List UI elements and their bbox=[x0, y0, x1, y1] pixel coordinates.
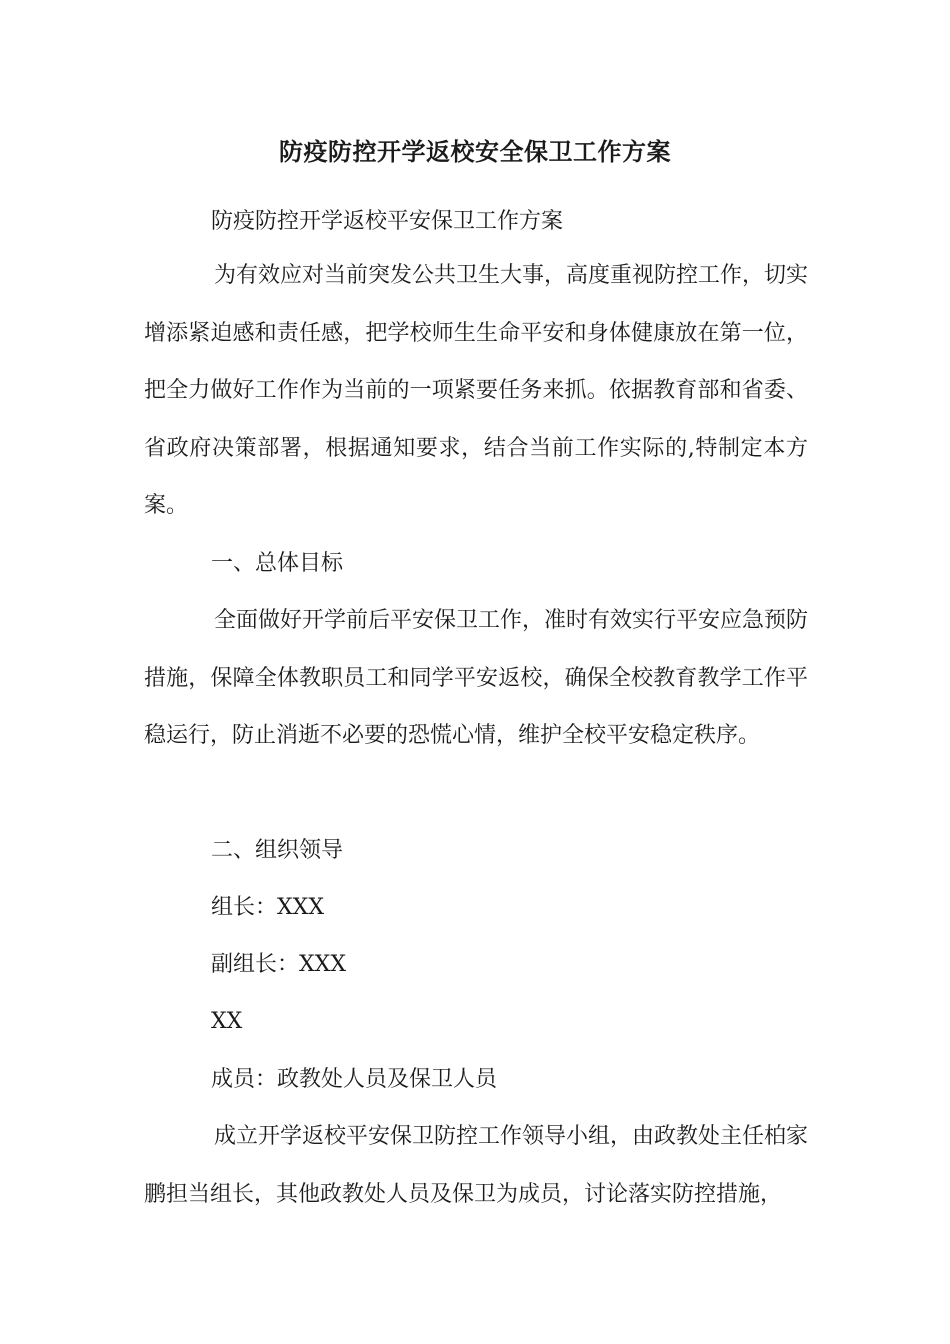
organization-paragraph: 成立开学返校平安保卫防控工作领导小组，由政教处主任柏家鹏担当组长，其他政教处人员及保卫为成员，讨论落实防控措施， bbox=[144, 1124, 809, 1207]
document-subtitle: 防疫防控开学返校平安保卫工作方案 bbox=[211, 209, 564, 234]
overall-goal-paragraph: 全面做好开学前后平安保卫工作，准时有效实行平安应急预防措施，保障全体教职员工和同学平安返校，确保全校教育教学工作平稳运行，防止消逝不必要的恐慌心情，维护全校平安稳定秩序。 bbox=[144, 608, 809, 748]
leader-line: 组长：XXX bbox=[211, 895, 324, 920]
section-heading-organization: 二、组织领导 bbox=[211, 838, 344, 863]
deputy-leader-second-line: XX bbox=[211, 1009, 243, 1034]
deputy-leader-line: 副组长：XXX bbox=[211, 952, 346, 977]
document-title: 防疫防控开学返校安全保卫工作方案 bbox=[279, 137, 671, 166]
members-line: 成员：政教处人员及保卫人员 bbox=[211, 1067, 498, 1092]
intro-paragraph: 为有效应对当前突发公共卫生大事，高度重视防控工作，切实增添紧迫感和责任感，把学校师生生命平安和身体健康放在第一位，把全力做好工作作为当前的一项紧要任务来抓。依据教育部和省委、省政府决策部署，根据通知要求，结合当前工作实际的,特制定本方案。 bbox=[144, 263, 809, 518]
section-heading-overall-goal: 一、总体目标 bbox=[211, 551, 344, 576]
